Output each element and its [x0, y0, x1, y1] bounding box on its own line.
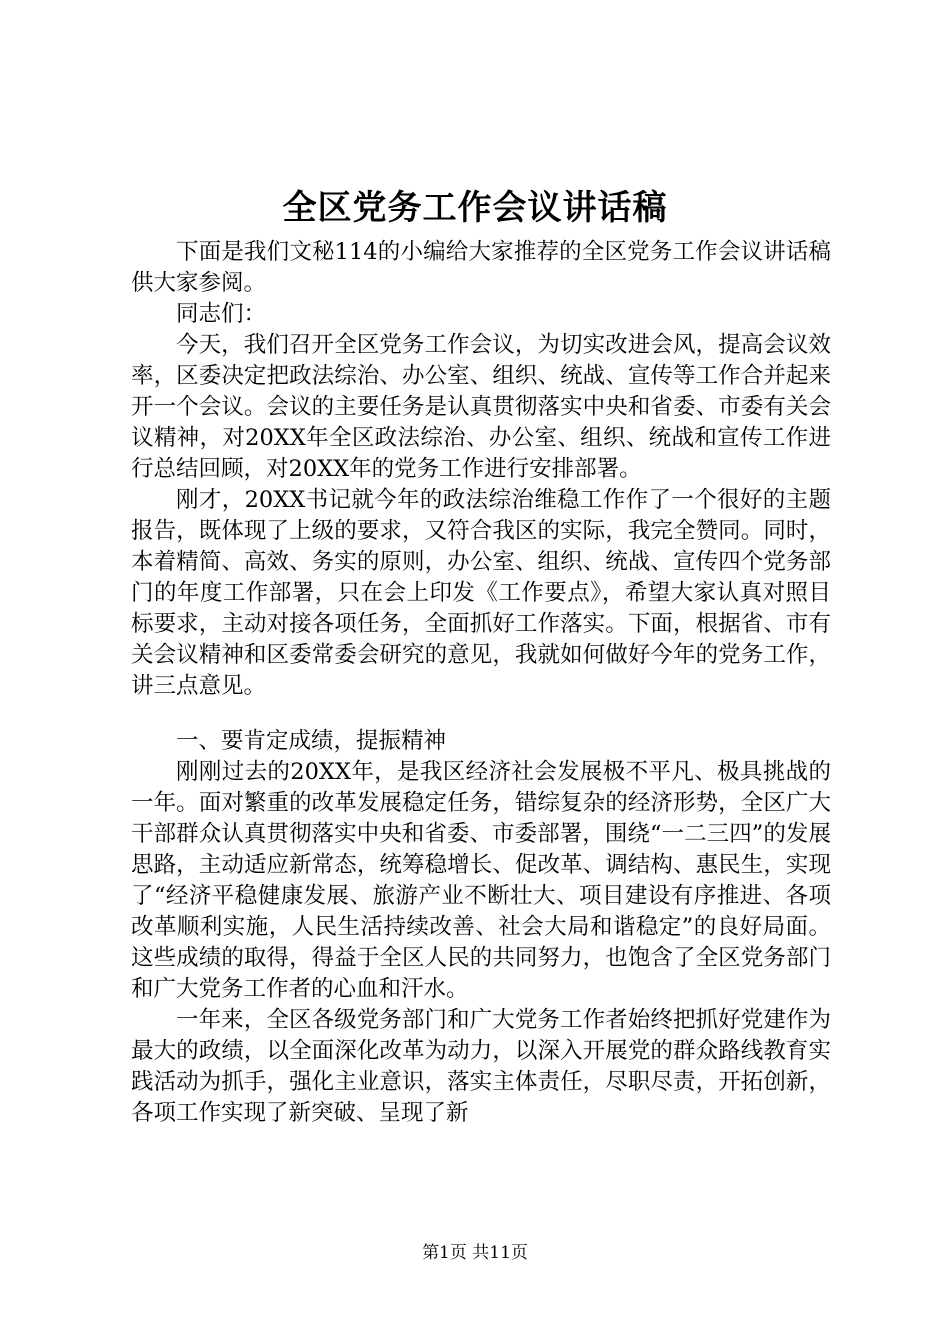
- section-paragraph: 刚刚过去的20XX年，是我区经济社会发展极不平凡、极具挑战的一年。面对繁重的改革发展稳定任务，错综复杂的经济形势，全区广大干部群众认真贯彻落实中央和省委、市委部署，围绕“一二三四”的发展思路，主动适应新常态，统筹稳增长、促改革、调结构、惠民生，实现了“经济平稳健康发展、旅游产业不断壮大、项目建设有序推进、各项改革顺利实施，人民生活持续改善、社会大局和谐稳定”的良好局面。这些成绩的取得，得益于全区人民的共同努力，也饱含了全区党务部门和广大党务工作者的心血和汗水。: [131, 759, 831, 1002]
- section-paragraph: 一年来，全区各级党务部门和广大党务工作者始终把抓好党建作为最大的政绩，以全面深化改革为动力，以深入开展党的群众路线教育实践活动为抓手，强化主业意识，落实主体责任，尽职尽责，开拓创新，各项工作实现了新突破、呈现了新: [131, 1007, 831, 1126]
- intro-paragraph: 下面是我们文秘114的小编给大家推荐的全区党务工作会议讲话稿供大家参阅。: [131, 239, 831, 296]
- body-paragraph: 刚才，20XX书记就今年的政法综治维稳工作作了一个很好的主题报告，既体现了上级的要求，又符合我区的实际，我完全赞同。同时，本着精简、高效、务实的原则，办公室、组织、统战、宣传四个党务部门的年度工作部署，只在会上印发《工作要点》，希望大家认真对照目标要求，主动对接各项任务，全面抓好工作落实。下面，根据省、市有关会议精神和区委常委会研究的意见，我就如何做好今年的党务工作，讲三点意见。: [131, 487, 831, 699]
- page-number-footer: 第1页 共11页: [422, 1243, 528, 1263]
- document-body: [131, 237, 831, 1129]
- document-title: 全区党务工作会议讲话稿: [282, 188, 668, 228]
- salutation: 同志们：: [176, 301, 267, 327]
- section-heading: 一、要肯定成绩，提振精神: [176, 728, 447, 754]
- body-paragraph: 今天，我们召开全区党务工作会议，为切实改进会风，提高会议效率，区委决定把政法综治、办公室、组织、统战、宣传等工作合并起来开一个会议。会议的主要任务是认真贯彻落实中央和省委、市委有关会议精神，对20XX年全区政法综治、办公室、组织、统战和宣传工作进行总结回顾，对20XX年的党务工作进行安排部署。: [131, 332, 831, 482]
